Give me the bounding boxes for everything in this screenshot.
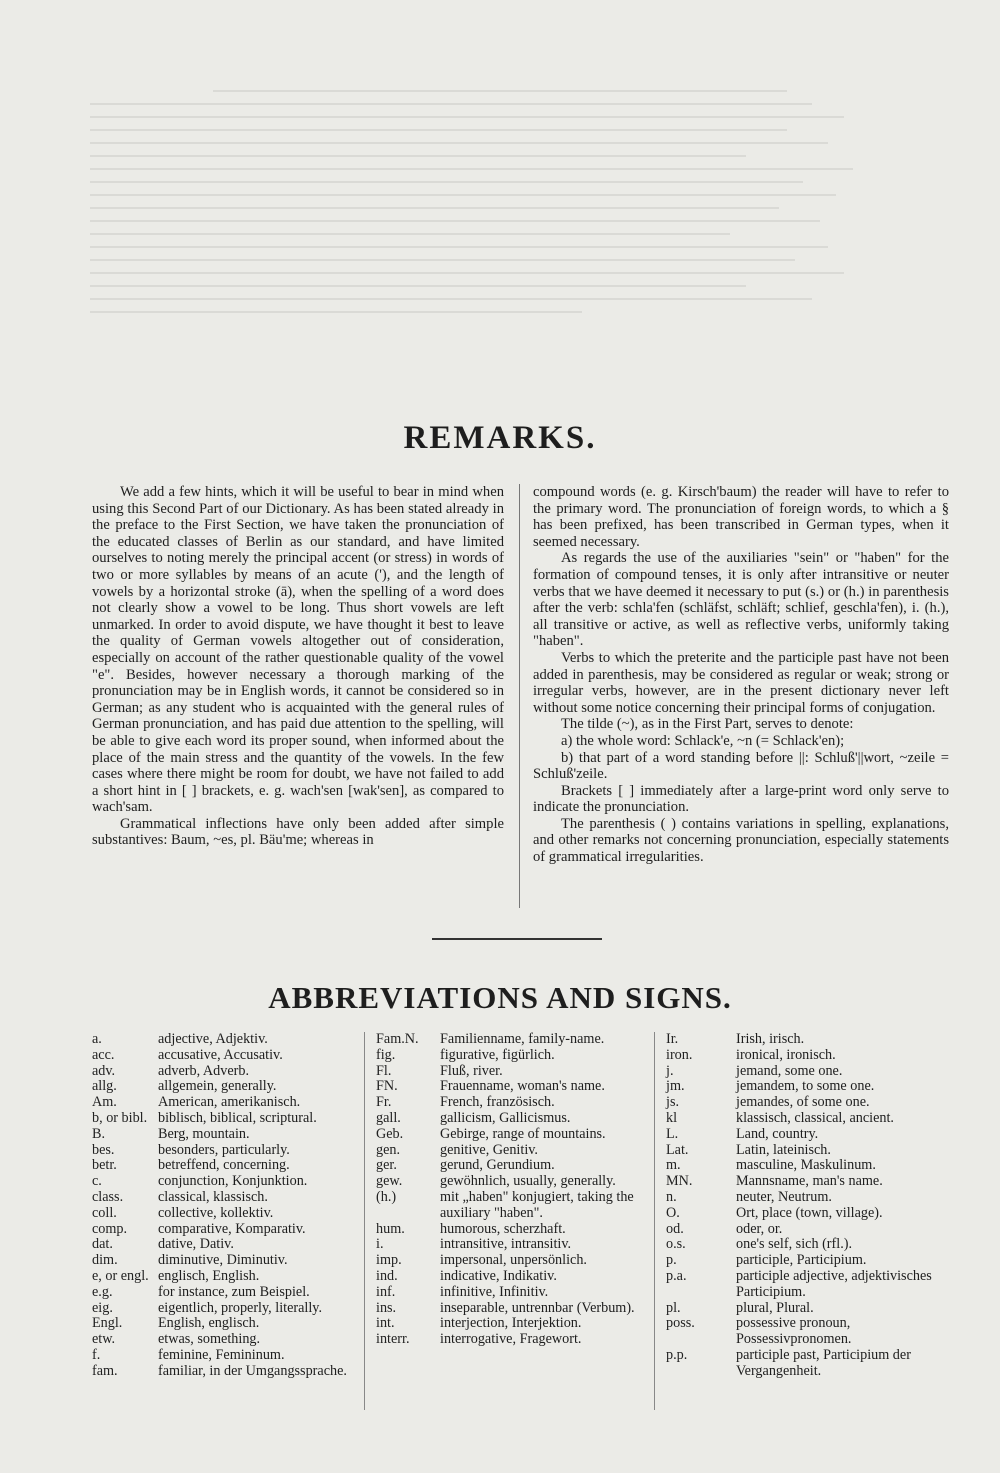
abbreviation-term: dim.	[92, 1252, 118, 1269]
abbreviation-term: a.	[92, 1031, 102, 1047]
abbreviation-entry	[376, 1237, 640, 1253]
abbreviation-term: gen.	[376, 1141, 401, 1158]
abbreviation-term: ger.	[376, 1157, 397, 1174]
abbreviation-term: m.	[666, 1157, 681, 1174]
abbreviation-entry	[376, 1095, 640, 1111]
abbreviation-term: ins.	[376, 1299, 397, 1316]
abbreviation-entry	[666, 1316, 948, 1348]
abbreviation-entry	[92, 1301, 360, 1317]
remarks-title: REMARKS.	[403, 420, 597, 456]
abbreviation-entry	[376, 1079, 640, 1095]
abbreviation-term: Lat.	[666, 1141, 689, 1158]
abbreviation-meaning: oder, or.	[736, 1220, 783, 1237]
abbreviation-entry	[92, 1237, 360, 1253]
abbreviation-entry	[376, 1316, 640, 1332]
abbreviation-meaning: eigentlich, properly, literally.	[158, 1299, 323, 1316]
abbreviation-meaning: comparative, Komparativ.	[158, 1220, 306, 1237]
abbreviation-column-2	[376, 1032, 640, 1348]
abbreviation-entry	[92, 1079, 360, 1095]
abbreviation-entry	[376, 1222, 640, 1238]
abbreviation-meaning: conjunction, Konjunktion.	[158, 1173, 308, 1190]
abbreviation-term: fig.	[376, 1046, 396, 1063]
abbreviation-entry	[376, 1111, 640, 1127]
abbreviation-meaning: Irish, irisch.	[736, 1031, 805, 1047]
abbreviation-term: o.s.	[666, 1236, 686, 1253]
abbreviation-entry	[92, 1095, 360, 1111]
abbreviation-meaning: allgemein, generally.	[158, 1078, 277, 1095]
abbreviation-entry	[666, 1253, 948, 1269]
abbreviation-term: Am.	[92, 1094, 117, 1111]
abbreviation-meaning: dative, Dativ.	[158, 1236, 234, 1253]
abbreviation-term: kl	[666, 1109, 678, 1126]
abbreviation-term: Geb.	[376, 1125, 404, 1142]
abbreviation-entry	[376, 1048, 640, 1064]
abbreviation-meaning: ironical, ironisch.	[736, 1046, 836, 1063]
abbreviation-entry	[92, 1048, 360, 1064]
remarks-paragraph: The parenthesis ( ) contains variations in spelling, explanations, and other remarks not concerning pronunciation, especially statements of grammatical irregularities.	[533, 815, 949, 866]
abbreviation-meaning: participle past, Participium der Vergangenheit.	[736, 1346, 911, 1379]
abbreviation-term: (h.)	[376, 1188, 397, 1205]
abbreviation-term: Ir.	[666, 1031, 679, 1047]
abbreviation-entry	[666, 1032, 948, 1048]
abbreviation-term: f.	[92, 1346, 101, 1363]
abbreviation-term: acc.	[92, 1046, 115, 1063]
abbreviation-entry	[92, 1127, 360, 1143]
abbreviation-entry	[376, 1143, 640, 1159]
remarks-paragraph: The tilde (~), as in the First Part, serves to denote:	[561, 716, 854, 733]
abbreviation-term: int.	[376, 1315, 395, 1332]
abbreviation-term: bes.	[92, 1141, 115, 1158]
remarks-paragraph: b) that part of a word standing before ||: Schluß'||wort, ~zeile = Schluß'zeile.	[533, 749, 949, 783]
abbreviation-meaning: participle, Participium.	[736, 1252, 867, 1269]
abbreviation-entry	[92, 1285, 360, 1301]
abbreviation-term: p.a.	[666, 1267, 687, 1284]
abbreviation-term: Fr.	[376, 1094, 392, 1111]
abbreviation-entry	[666, 1348, 948, 1380]
abbreviation-entry	[666, 1222, 948, 1238]
abbreviation-entry	[92, 1190, 360, 1206]
abbreviation-term: jm.	[666, 1078, 685, 1095]
remarks-paragraph: a) the whole word: Schlack'e, ~n (= Schlack'en);	[561, 732, 845, 749]
abbreviation-meaning: adjective, Adjektiv.	[158, 1031, 268, 1047]
abbreviation-term: FN.	[376, 1078, 398, 1095]
abbreviation-meaning: American, amerikanisch.	[158, 1094, 301, 1111]
abbreviation-meaning: biblisch, biblical, scriptural.	[158, 1109, 317, 1126]
abbreviation-column-1	[92, 1032, 360, 1380]
abbreviation-meaning: Familienname, family-name.	[440, 1031, 605, 1047]
abbreviation-meaning: gerund, Gerundium.	[440, 1157, 555, 1174]
remarks-paragraph: compound words (e. g. Kirsch'baum) the reader will have to refer to the primary word. The pronunciation of foreign words, to which a § has been prefixed, has been transcribed in German types, when it seemed necessary.	[533, 484, 949, 550]
abbreviation-meaning: figurative, figürlich.	[440, 1046, 555, 1063]
abbreviation-meaning: Mannsname, man's name.	[736, 1173, 883, 1190]
abbreviation-meaning: Fluß, river.	[440, 1062, 503, 1079]
abbreviation-meaning: Gebirge, range of mountains.	[440, 1125, 606, 1142]
remarks-paragraph: Verbs to which the preterite and the participle past have not been added in parenthesis, may be considered as regular or weak; strong or irregular verbs, however, are in the present dictionary never left without some notice concerning their principal forms of conjugation.	[533, 649, 949, 716]
abbreviation-meaning: impersonal, unpersönlich.	[440, 1252, 587, 1269]
abbreviation-meaning: diminutive, Diminutiv.	[158, 1252, 288, 1269]
abbreviation-entry	[666, 1064, 948, 1080]
abbreviation-entry	[92, 1364, 360, 1380]
abbreviation-term: Fl.	[376, 1062, 392, 1079]
abbreviation-term: coll.	[92, 1204, 117, 1221]
abbreviation-meaning: humorous, scherzhaft.	[440, 1220, 566, 1237]
abbreviation-entry	[92, 1158, 360, 1174]
abbreviation-entry	[666, 1143, 948, 1159]
abbreviation-entry	[92, 1253, 360, 1269]
abbreviation-meaning: jemandes, of some one.	[736, 1094, 870, 1111]
abbreviation-meaning: English, englisch.	[158, 1315, 260, 1332]
abbreviation-entry	[666, 1269, 948, 1301]
abbreviation-meaning: feminine, Femininum.	[158, 1346, 285, 1363]
abbreviation-meaning: neuter, Neutrum.	[736, 1188, 832, 1205]
abbreviation-term: Engl.	[92, 1315, 123, 1332]
abbreviation-column-3	[666, 1032, 948, 1380]
abbreviation-term: gall.	[376, 1109, 401, 1126]
abbreviation-term: allg.	[92, 1078, 117, 1095]
abbreviation-meaning: interrogative, Fragewort.	[440, 1331, 582, 1348]
abbreviation-entry	[666, 1048, 948, 1064]
abbreviation-term: L.	[666, 1125, 679, 1142]
abbreviation-meaning: infinitive, Infinitiv.	[440, 1283, 549, 1300]
abbreviation-meaning: gallicism, Gallicismus.	[440, 1109, 571, 1126]
show-through-text	[90, 90, 910, 420]
abbreviation-meaning: jemandem, to some one.	[736, 1078, 875, 1095]
abbreviation-meaning: French, französisch.	[440, 1094, 555, 1111]
abbreviation-entry	[376, 1127, 640, 1143]
abbreviation-entry	[376, 1332, 640, 1348]
abbreviation-entry	[376, 1190, 640, 1222]
abbreviation-entry	[666, 1237, 948, 1253]
abbreviation-meaning: masculine, Maskulinum.	[736, 1157, 876, 1174]
abbreviation-term: adv.	[92, 1062, 116, 1079]
abbreviation-entry	[376, 1032, 640, 1048]
abbreviation-term: od.	[666, 1220, 684, 1237]
abbreviation-entry	[376, 1174, 640, 1190]
abbreviation-term: etw.	[92, 1331, 116, 1348]
abbreviation-meaning: Land, country.	[736, 1125, 819, 1142]
abbreviation-term: inf.	[376, 1283, 396, 1300]
abbreviation-entry	[666, 1206, 948, 1222]
abbreviation-entry	[92, 1332, 360, 1348]
remarks-paragraph: Grammatical inflections have only been added after simple substantives: Baum, ~es, pl. Bäu'me; whereas in	[92, 815, 504, 849]
abbreviations-title: ABBREVIATIONS AND SIGNS.	[268, 980, 732, 1015]
abbreviation-entry	[376, 1285, 640, 1301]
abbreviation-meaning: for instance, zum Beispiel.	[158, 1283, 310, 1300]
abbreviation-entry	[92, 1269, 360, 1285]
abbreviation-meaning: Ort, place (town, village).	[736, 1204, 883, 1221]
abbreviation-term: Fam.N.	[376, 1031, 419, 1047]
abbreviation-meaning: possessive pronoun, Possessivpronomen.	[736, 1315, 852, 1348]
abbreviation-term: e, or engl.	[92, 1267, 149, 1284]
abbreviation-meaning: plural, Plural.	[736, 1299, 814, 1316]
abbreviation-term: betr.	[92, 1157, 117, 1174]
abbreviation-term: e.g.	[92, 1283, 113, 1300]
abbreviation-term: B.	[92, 1125, 106, 1142]
column-divider	[519, 484, 520, 908]
abbreviation-entry	[376, 1158, 640, 1174]
abbreviation-term: c.	[92, 1173, 102, 1190]
abbreviation-term: imp.	[376, 1252, 402, 1269]
abbreviation-term: j.	[666, 1062, 674, 1079]
abbreviation-meaning: inseparable, untrennbar (Verbum).	[440, 1299, 635, 1316]
abbreviation-term: O.	[666, 1204, 680, 1221]
abbreviation-entry	[92, 1206, 360, 1222]
abbreviation-meaning: besonders, particularly.	[158, 1141, 290, 1158]
abbreviation-entry	[92, 1316, 360, 1332]
abbreviation-entry	[666, 1079, 948, 1095]
abbreviation-term: p.p.	[666, 1346, 688, 1363]
remarks-right-column	[533, 484, 949, 866]
abbreviation-entry	[92, 1111, 360, 1127]
abbreviation-term: dat.	[92, 1236, 113, 1253]
abbreviation-term: gew.	[376, 1173, 403, 1190]
abbreviation-term: i.	[376, 1236, 384, 1253]
column-divider	[654, 1032, 655, 1410]
abbreviation-meaning: Berg, mountain.	[158, 1125, 250, 1142]
abbreviation-term: p.	[666, 1252, 677, 1269]
abbreviation-meaning: betreffend, concerning.	[158, 1157, 290, 1174]
abbreviation-entry	[92, 1143, 360, 1159]
abbreviation-meaning: one's self, sich (rfl.).	[736, 1236, 853, 1253]
abbreviation-term: js.	[666, 1094, 680, 1111]
abbreviation-meaning: collective, kollektiv.	[158, 1204, 274, 1221]
abbreviation-entry	[376, 1253, 640, 1269]
remarks-paragraph: We add a few hints, which it will be useful to bear in mind when using this Second Part of our Dictionary. As has been stated already in the preface to the First Section, we have taken the pronunciation of the educated classes of Berlin as our standard, and have limited ourselves to noting merely the principal accent (or stress) in words of two or more syllables by means of an acute ('), and the length of vowels by a horizontal stroke (ā), when the spelling of a word does not clearly show a vowel to be long. Thus short vowels are left unmarked. In order to avoid dispute, we have thought it best to leave the quality of German vowels altogether out of consideration, especially on account of the rather questionable quality of the vowel "e". Besides, however necessary a thorough marking of the pronunciation may be in English words, it cannot be considered so in German; as any student who is acquainted with the general rules of German pronunciation, and has paid due attention to the spelling, will be able to give each word its proper sound, when informed about the place of the main stress and the quantity of the vowels. In the few cases where there might be room for doubt, we have not failed to add a short hint in [ ] brackets, e. g. wach'sen [wak'sen], as compared to wach'sam.	[92, 484, 504, 816]
abbreviation-meaning: jemand, some one.	[736, 1062, 843, 1079]
abbreviation-term: pl.	[666, 1299, 681, 1316]
abbreviation-term: iron.	[666, 1046, 693, 1063]
abbreviation-term: poss.	[666, 1315, 695, 1332]
abbreviation-meaning: genitive, Genitiv.	[440, 1141, 538, 1158]
remarks-left-column	[92, 484, 504, 849]
abbreviation-entry	[376, 1269, 640, 1285]
abbreviation-term: fam.	[92, 1362, 118, 1379]
abbreviation-meaning: Latin, lateinisch.	[736, 1141, 831, 1158]
abbreviation-entry	[92, 1174, 360, 1190]
abbreviation-meaning: intransitive, intransitiv.	[440, 1236, 572, 1253]
abbreviation-term: comp.	[92, 1220, 128, 1237]
abbreviation-meaning: indicative, Indikativ.	[440, 1267, 557, 1284]
remarks-paragraph: Brackets [ ] immediately after a large-print word only serve to indicate the pronunciation.	[533, 782, 949, 816]
abbreviation-meaning: mit „haben" konjugiert, taking the auxiliary "haben".	[440, 1188, 634, 1221]
section-divider	[432, 938, 602, 940]
abbreviation-term: n.	[666, 1188, 677, 1205]
abbreviation-term: class.	[92, 1188, 124, 1205]
abbreviation-meaning: englisch, English.	[158, 1267, 260, 1284]
abbreviation-entry	[92, 1348, 360, 1364]
abbreviation-meaning: interjection, Interjektion.	[440, 1315, 582, 1332]
abbreviation-meaning: accusative, Accusativ.	[158, 1046, 283, 1063]
abbreviation-term: b, or bibl.	[92, 1109, 148, 1126]
abbreviation-meaning: etwas, something.	[158, 1331, 261, 1348]
abbreviation-entry	[666, 1174, 948, 1190]
abbreviation-entry	[666, 1158, 948, 1174]
abbreviation-term: hum.	[376, 1220, 405, 1237]
column-divider	[364, 1032, 365, 1410]
abbreviation-entry	[92, 1064, 360, 1080]
abbreviation-entry	[666, 1301, 948, 1317]
abbreviation-entry	[92, 1222, 360, 1238]
abbreviation-entry	[92, 1032, 360, 1048]
abbreviation-meaning: gewöhnlich, usually, generally.	[440, 1173, 616, 1190]
abbreviation-meaning: adverb, Adverb.	[158, 1062, 250, 1079]
abbreviation-term: interr.	[376, 1331, 410, 1348]
abbreviation-term: eig.	[92, 1299, 113, 1316]
remarks-paragraph: As regards the use of the auxiliaries "sein" or "haben" for the formation of compound tenses, it is only after intransitive or neuter verbs that we have deemed it necessary to put (s.) or (h.) in parenthesis after the verb: schla'fen (schläfst, schläft; schlief, geschla'fen), i. (h.), all transitive or active, as well as reflective verbs, uniformly taking "haben".	[533, 550, 949, 650]
abbreviation-entry	[666, 1127, 948, 1143]
abbreviation-entry	[666, 1190, 948, 1206]
abbreviation-term: MN.	[666, 1173, 693, 1190]
abbreviation-meaning: participle adjective, adjektivisches Participium.	[736, 1267, 932, 1300]
abbreviation-entry	[666, 1095, 948, 1111]
abbreviation-meaning: classical, klassisch.	[158, 1188, 268, 1205]
abbreviation-meaning: familiar, in der Umgangssprache.	[158, 1362, 347, 1379]
abbreviation-entry	[376, 1301, 640, 1317]
abbreviation-term: ind.	[376, 1267, 398, 1284]
abbreviation-meaning: klassisch, classical, ancient.	[736, 1109, 894, 1126]
abbreviation-meaning: Frauenname, woman's name.	[440, 1078, 605, 1095]
abbreviation-entry	[376, 1064, 640, 1080]
abbreviation-entry	[666, 1111, 948, 1127]
